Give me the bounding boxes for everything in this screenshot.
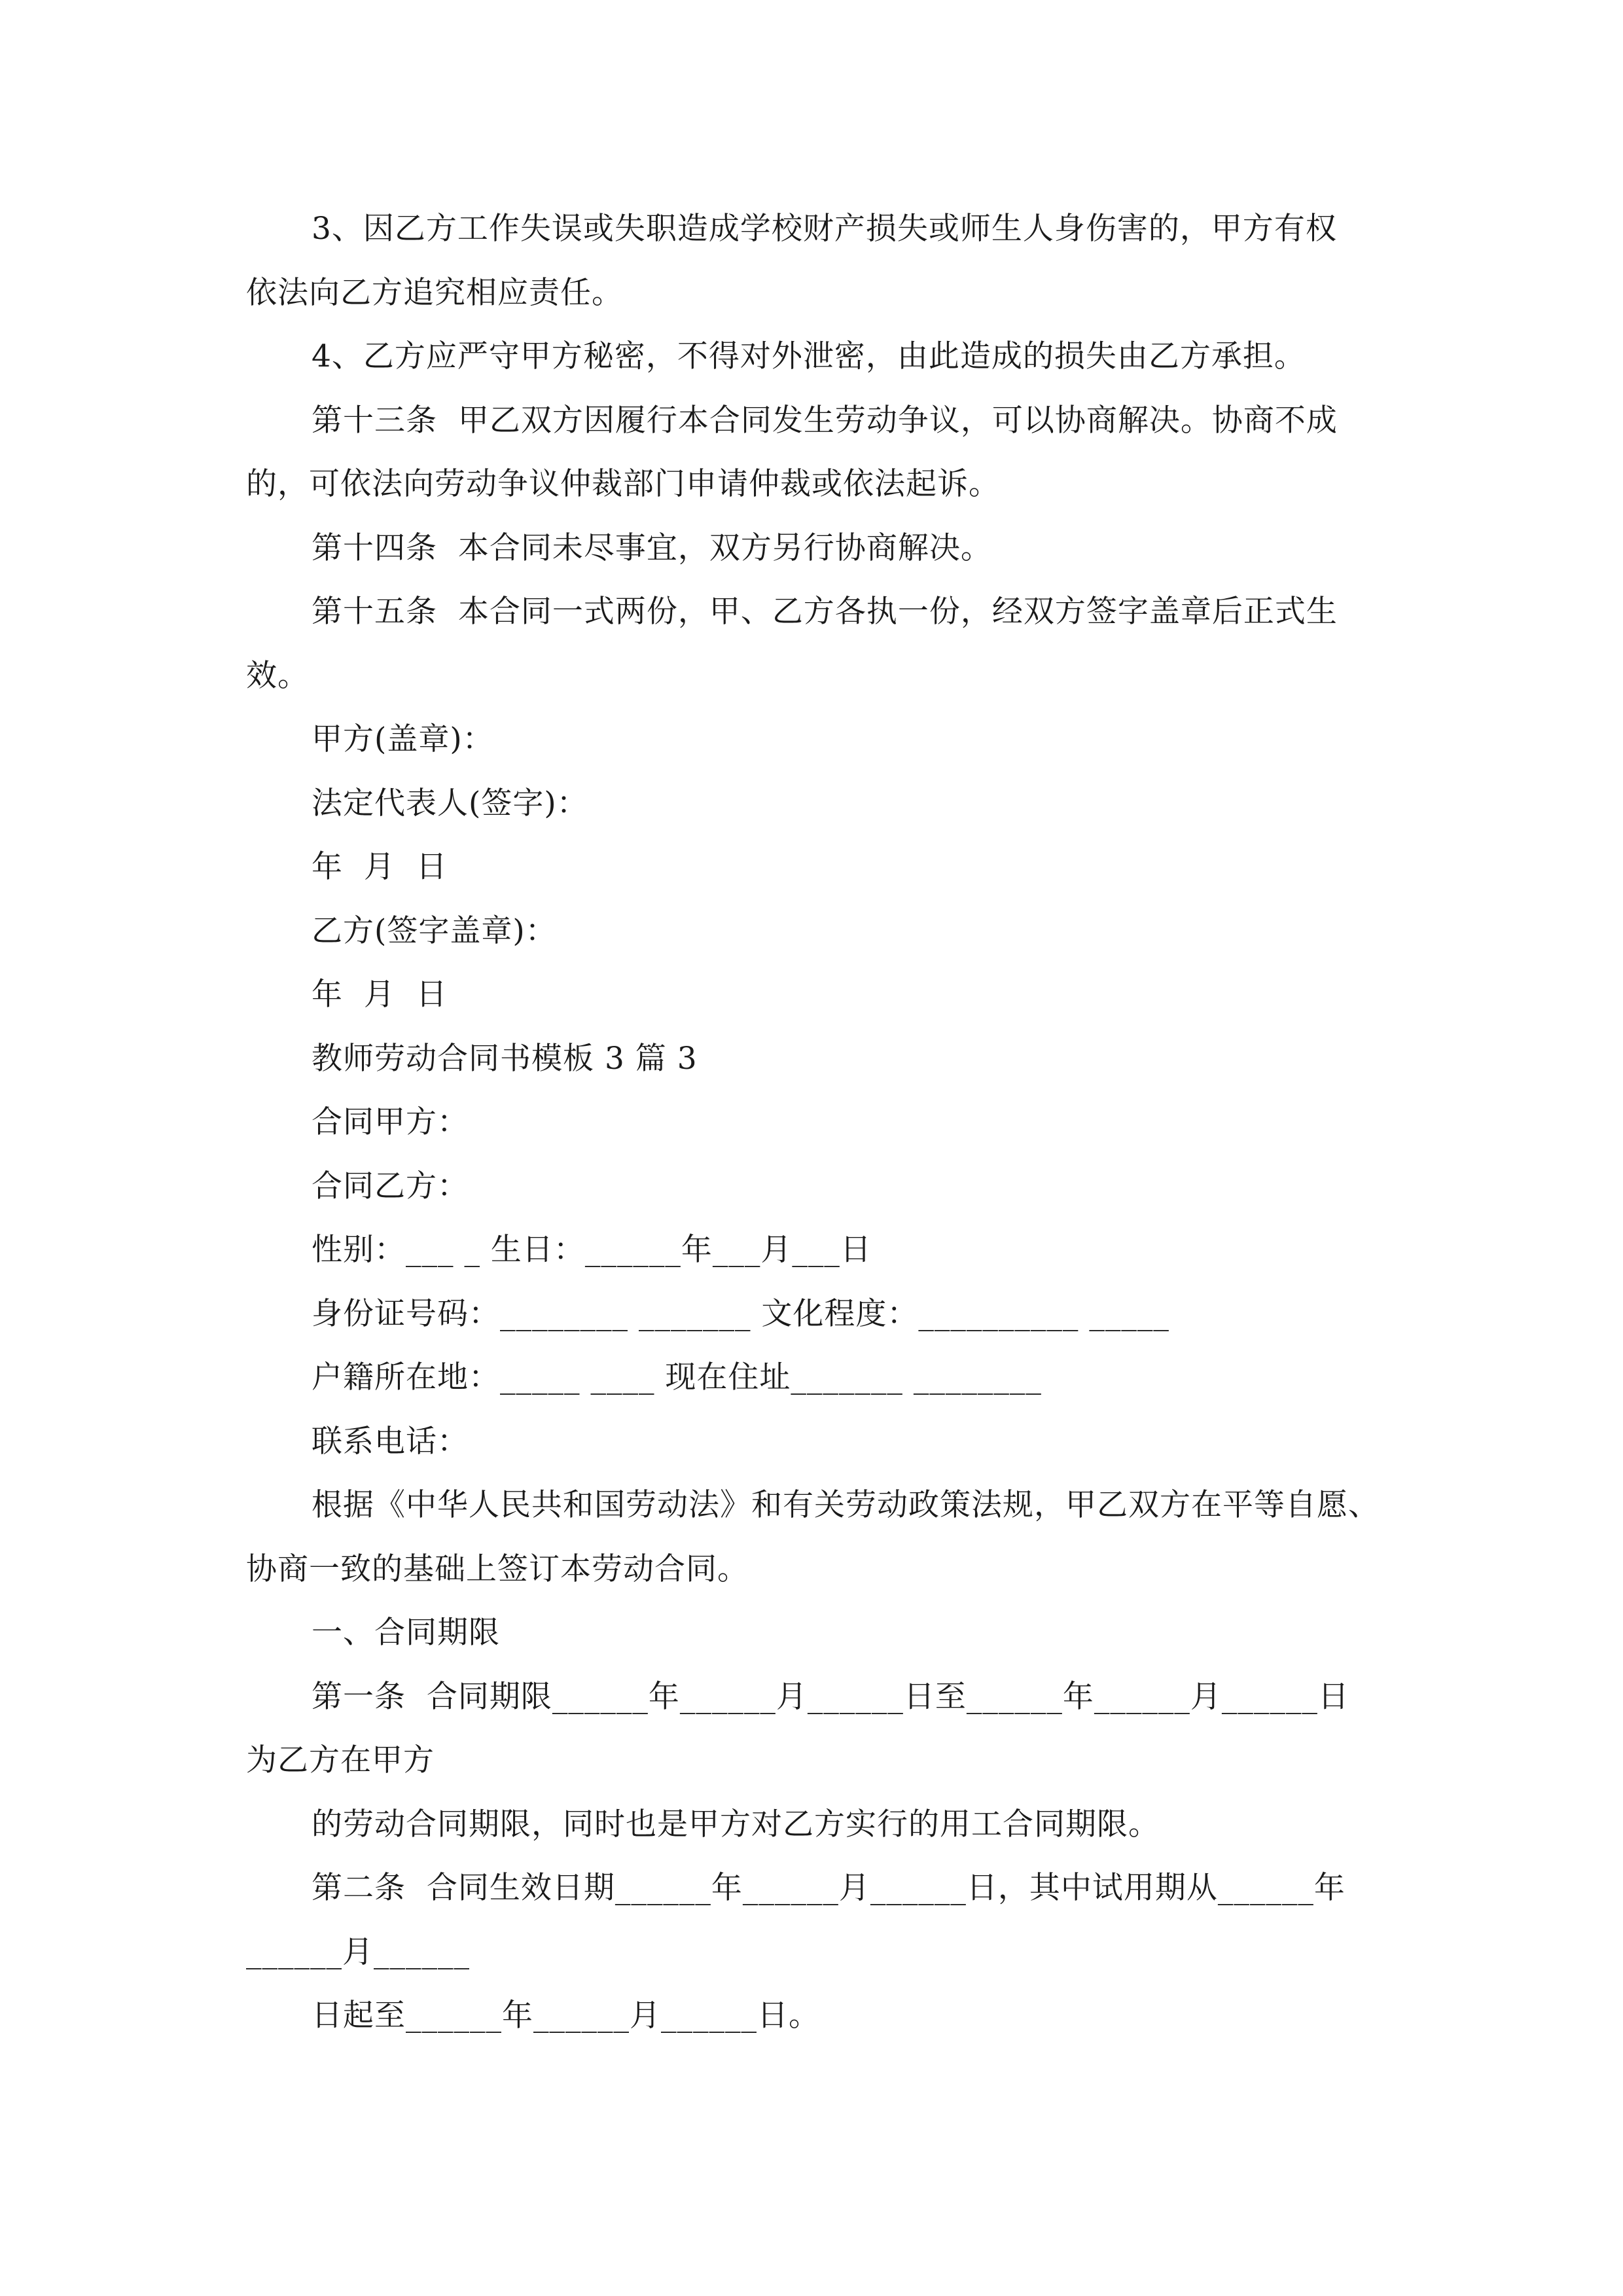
clause-15-line-1: 第十五条 本合同一式两份，甲、乙方各执一份，经双方签字盖章后正式生 (312, 594, 1338, 630)
preamble-line-1: 根据《中华人民共和国劳动法》和有关劳动政策法规，甲乙双方在平等自愿、 (312, 1487, 1380, 1523)
legal-representative-signature: 法定代表人(签字)： (312, 785, 588, 821)
contract-party-a: 合同甲方： (312, 1104, 469, 1140)
article-2-line-2: ______月______ (246, 1934, 470, 1970)
party-a-seal: 甲方(盖章)： (312, 721, 494, 757)
clause-13-line-1: 第十三条 甲乙双方因履行本合同发生劳动争议，可以协商解决。协商不成 (312, 403, 1338, 439)
clause-15-line-2: 效。 (246, 658, 309, 694)
clause-12-item-4: 4、乙方应严守甲方秘密，不得对外泄密，由此造成的损失由乙方承担。 (312, 338, 1306, 374)
section-title: 教师劳动合同书模板 3 篇 3 (312, 1041, 698, 1077)
household-address-field: 户籍所在地：_____ ____ 现在住址_______ ________ (312, 1359, 1042, 1395)
article-2-line-1: 第二条 合同生效日期______年______月______日，其中试用期从______年 (312, 1870, 1346, 1906)
preamble-line-2: 协商一致的基础上签订本劳动合同。 (246, 1551, 749, 1587)
phone-field: 联系电话： (312, 1424, 469, 1460)
party-a-date: 年 月 日 (312, 849, 448, 885)
party-b-signature: 乙方(签字盖章)： (312, 913, 557, 949)
article-1-line-1: 第一条 合同期限______年______月______日至______年______月______日 (312, 1679, 1349, 1715)
contract-party-b: 合同乙方： (312, 1168, 469, 1204)
article-2-line-3: 日起至______年______月______日。 (312, 1998, 820, 2034)
clause-14: 第十四条 本合同未尽事宜，双方另行协商解决。 (312, 530, 992, 566)
clause-12-item-3-line-1: 3、因乙方工作失误或失职造成学校财产损失或师生人身伤害的，甲方有权 (312, 211, 1337, 247)
clause-13-line-2: 的，可依法向劳动争议仲裁部门申请仲裁或依法起诉。 (246, 466, 1000, 502)
chapter-1-heading: 一、合同期限 (312, 1615, 500, 1651)
gender-birthday-field: 性别：___ _ 生日：______年___月___日 (312, 1232, 872, 1268)
article-1-line-2: 为乙方在甲方 (246, 1742, 435, 1778)
party-b-date: 年 月 日 (312, 977, 448, 1013)
id-number-education-field: 身份证号码：________ _______ 文化程度：__________ _____ (312, 1296, 1169, 1332)
clause-12-item-3-line-2: 依法向乙方追究相应责任。 (246, 275, 623, 311)
article-1-line-3: 的劳动合同期限，同时也是甲方对乙方实行的用工合同期限。 (312, 1806, 1160, 1842)
